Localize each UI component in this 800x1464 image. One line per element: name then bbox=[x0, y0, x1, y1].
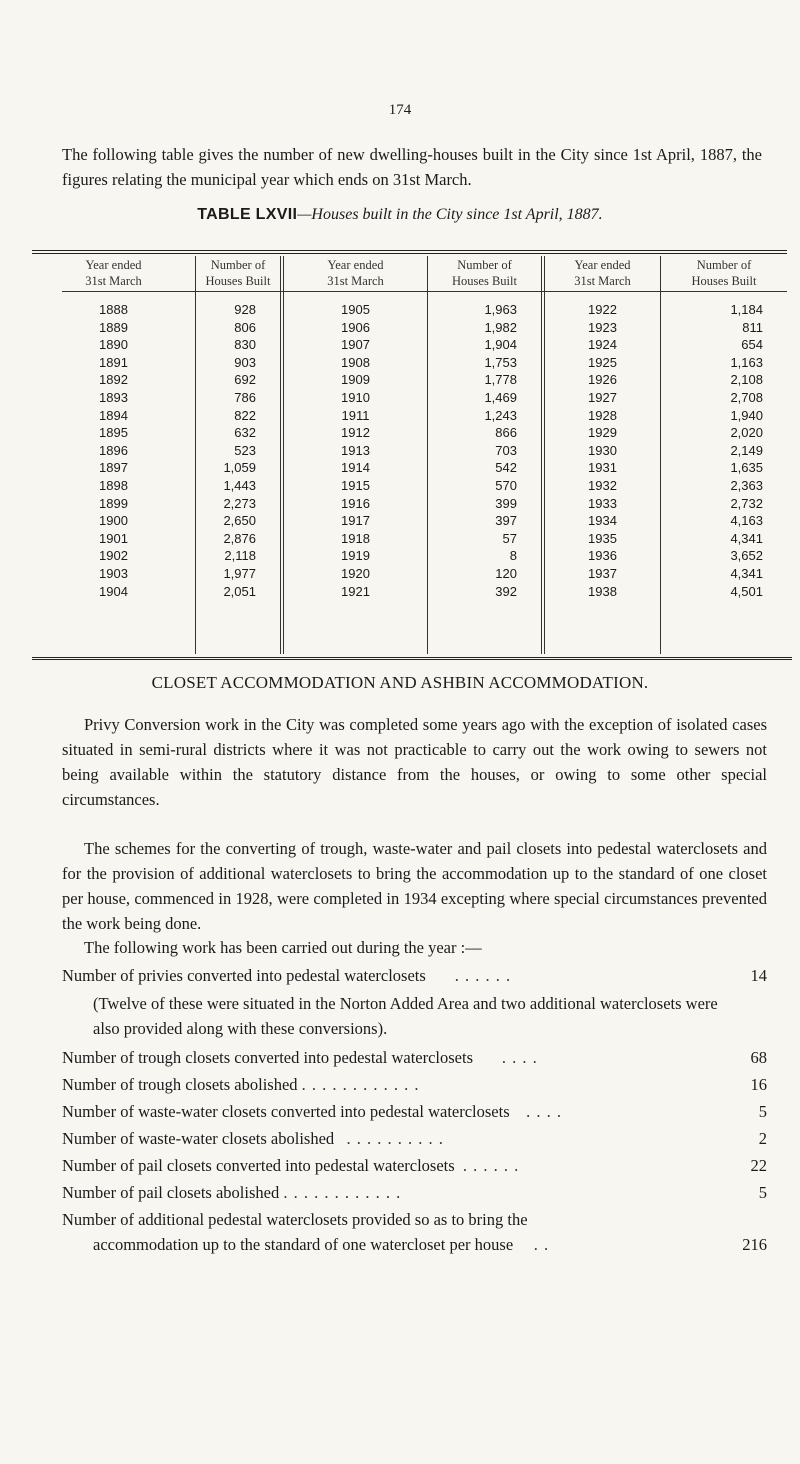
table-title bbox=[0, 206, 800, 224]
table-value-cell: 1,469 bbox=[484, 390, 517, 405]
table-label: TABLE LXVII bbox=[197, 206, 298, 223]
table-value-cell: 2,118 bbox=[224, 548, 256, 563]
work-item-additional: Number of additional pedestal waterclosets provided so as to bring the bbox=[62, 1210, 528, 1229]
table-value-cell: 806 bbox=[234, 320, 256, 335]
table-value-cell: 2,108 bbox=[730, 372, 763, 387]
table-year-cell: 1925 bbox=[588, 355, 617, 370]
table-year-cell: 1912 bbox=[341, 425, 370, 440]
table-year-cell: 1903 bbox=[99, 566, 128, 581]
page-number: 174 bbox=[388, 102, 412, 118]
table-year-cell: 1918 bbox=[341, 531, 370, 546]
table-year-cell: 1898 bbox=[99, 478, 128, 493]
table-year-cell: 1933 bbox=[588, 496, 617, 511]
table-year-cell: 1905 bbox=[341, 302, 370, 317]
work-item-note: (Twelve of these were situated in the Norton Added Area and two additional waterclosets were also provided along with these conversions). bbox=[93, 994, 718, 1038]
table-value-cell: 8 bbox=[509, 548, 517, 563]
table-value-cell: 1,635 bbox=[730, 460, 763, 475]
table-value-cell: 928 bbox=[234, 302, 256, 317]
table-year-cell: 1932 bbox=[588, 478, 617, 493]
table-value-cell: 2,876 bbox=[223, 531, 256, 546]
table-value-cell: 1,243 bbox=[484, 408, 517, 423]
table-year-cell: 1924 bbox=[588, 337, 617, 352]
table-year-cell: 1907 bbox=[341, 337, 370, 352]
table-year-cell: 1937 bbox=[588, 566, 617, 581]
table-value-cell: 1,963 bbox=[484, 302, 517, 317]
table-year-cell: 1888 bbox=[99, 302, 128, 317]
header-number-2: Number of Houses Built bbox=[452, 258, 517, 288]
table-value-cell: 830 bbox=[234, 337, 256, 352]
table-year-cell: 1931 bbox=[588, 460, 617, 475]
table-value-cell: 57 bbox=[502, 531, 517, 546]
table-year-cell: 1913 bbox=[341, 443, 370, 458]
table-value-cell: 523 bbox=[234, 443, 256, 458]
table-year-cell: 1890 bbox=[99, 337, 128, 352]
table-year-cell: 1923 bbox=[588, 320, 617, 335]
table-year-cell: 1934 bbox=[588, 513, 617, 528]
table-year-cell: 1914 bbox=[341, 460, 370, 475]
work-item: Number of trough closets abolished . . . . . . . . . . . . 16 bbox=[62, 1075, 767, 1094]
header-year-3: Year ended 31st March bbox=[574, 258, 631, 288]
table-top-rule-2 bbox=[32, 253, 787, 254]
table-value-cell: 703 bbox=[495, 443, 517, 458]
table-value-cell: 397 bbox=[495, 513, 517, 528]
table-value-cell: 2,149 bbox=[730, 443, 763, 458]
paragraph-schemes: The schemes for the converting of trough, waste-water and pail closets into pedestal waterclosets and for the provision of additional waterclosets to bring the accommodation up to the standard of one closet per house, commenced in 1928, were completed in 1934 excepting where special circumstances prevented the work being done. bbox=[62, 839, 767, 933]
table-year-cell: 1922 bbox=[588, 302, 617, 317]
table-value-cell: 1,184 bbox=[730, 302, 763, 317]
table-year-cell: 1936 bbox=[588, 548, 617, 563]
header-year-2: Year ended 31st March bbox=[327, 258, 384, 288]
table-value-cell: 4,163 bbox=[730, 513, 763, 528]
table-value-cell: 654 bbox=[741, 337, 763, 352]
table-value-cell: 1,778 bbox=[484, 372, 517, 387]
table-value-cell: 2,363 bbox=[730, 478, 763, 493]
header-rule bbox=[62, 291, 195, 292]
work-item: Number of trough closets converted into pedestal waterclosets . . . . 68 bbox=[62, 1048, 767, 1067]
table-year-cell: 1889 bbox=[99, 320, 128, 335]
table-year-cell: 1894 bbox=[99, 408, 128, 423]
table-year-cell: 1926 bbox=[588, 372, 617, 387]
paragraph-privy: Privy Conversion work in the City was completed some years ago with the exception of isolated cases situated in semi-rural districts where it was not practicable to carry out the work owing to sewers not being available within the statutory distance from the houses, or owing to some other special circumstances. bbox=[62, 715, 767, 809]
table-value-cell: 632 bbox=[234, 425, 256, 440]
header-number-1: Number of Houses Built bbox=[205, 258, 271, 288]
table-value-cell: 866 bbox=[495, 425, 517, 440]
table-year-cell: 1916 bbox=[341, 496, 370, 511]
table-year-cell: 1915 bbox=[341, 478, 370, 493]
work-item: Number of waste-water closets abolished . . . . . . . . . . 2 bbox=[62, 1129, 767, 1148]
table-year-cell: 1930 bbox=[588, 443, 617, 458]
table-year-cell: 1917 bbox=[341, 513, 370, 528]
paragraph-following: The following work has been carried out during the year :— bbox=[84, 938, 482, 957]
table-value-cell: 822 bbox=[234, 408, 256, 423]
table-value-cell: 692 bbox=[234, 372, 256, 387]
table-bottom-rule bbox=[32, 657, 792, 660]
table-year-cell: 1893 bbox=[99, 390, 128, 405]
table-year-cell: 1891 bbox=[99, 355, 128, 370]
table-year-cell: 1902 bbox=[99, 548, 128, 563]
table-value-cell: 120 bbox=[495, 566, 517, 581]
table-value-cell: 1,904 bbox=[484, 337, 517, 352]
work-item: Number of waste-water closets converted into pedestal waterclosets . . . . 5 bbox=[62, 1102, 767, 1121]
table-year-cell: 1909 bbox=[341, 372, 370, 387]
table-value-cell: 1,977 bbox=[223, 566, 256, 581]
table-year-cell: 1897 bbox=[99, 460, 128, 475]
table-value-cell: 2,273 bbox=[223, 496, 256, 511]
table-year-cell: 1919 bbox=[341, 548, 370, 563]
table-value-cell: 786 bbox=[234, 390, 256, 405]
table-value-cell: 2,708 bbox=[730, 390, 763, 405]
table-value-cell: 2,051 bbox=[223, 584, 256, 599]
table-year-cell: 1899 bbox=[99, 496, 128, 511]
table-value-cell: 1,443 bbox=[223, 478, 256, 493]
table-year-cell: 1895 bbox=[99, 425, 128, 440]
col-divider bbox=[280, 256, 281, 654]
table-caption: —Houses built in the City since 1st April, 1887. bbox=[297, 206, 603, 223]
table-year-cell: 1921 bbox=[341, 584, 370, 599]
table-year-cell: 1910 bbox=[341, 390, 370, 405]
table-value-cell: 903 bbox=[234, 355, 256, 370]
table-year-cell: 1935 bbox=[588, 531, 617, 546]
work-item: accommodation up to the standard of one watercloset per house . . 216 bbox=[93, 1235, 767, 1254]
header-number-3: Number of Houses Built bbox=[691, 258, 757, 288]
table-value-cell: 392 bbox=[495, 584, 517, 599]
table-year-cell: 1929 bbox=[588, 425, 617, 440]
table-year-cell: 1906 bbox=[341, 320, 370, 335]
table-year-cell: 1938 bbox=[588, 584, 617, 599]
work-item: Number of pail closets abolished . . . . . . . . . . . . 5 bbox=[62, 1183, 767, 1202]
table-value-cell: 570 bbox=[495, 478, 517, 493]
table-value-cell: 3,652 bbox=[730, 548, 763, 563]
table-year-cell: 1927 bbox=[588, 390, 617, 405]
table-value-cell: 399 bbox=[495, 496, 517, 511]
table-top-rule bbox=[32, 250, 787, 251]
section-title: CLOSET ACCOMMODATION AND ASHBIN ACCOMMODATION. bbox=[151, 673, 649, 692]
table-value-cell: 4,341 bbox=[730, 566, 763, 581]
intro-paragraph: The following table gives the number of new dwelling-houses built in the City since 1st April, 1887, the figures relating the municipal year which ends on 31st March. bbox=[62, 145, 762, 189]
table-value-cell: 2,732 bbox=[730, 496, 763, 511]
table-value-cell: 1,059 bbox=[223, 460, 256, 475]
table-year-cell: 1896 bbox=[99, 443, 128, 458]
table-value-cell: 2,020 bbox=[730, 425, 763, 440]
work-item: Number of privies converted into pedestal waterclosets . . . . . . 14 bbox=[62, 966, 767, 985]
table-value-cell: 1,163 bbox=[730, 355, 763, 370]
table-year-cell: 1901 bbox=[99, 531, 128, 546]
table-value-cell: 1,940 bbox=[730, 408, 763, 423]
table-year-cell: 1908 bbox=[341, 355, 370, 370]
table-year-cell: 1920 bbox=[341, 566, 370, 581]
table-value-cell: 1,982 bbox=[484, 320, 517, 335]
table-value-cell: 2,650 bbox=[223, 513, 256, 528]
header-year-1: Year ended 31st March bbox=[85, 258, 142, 288]
table-value-cell: 4,341 bbox=[730, 531, 763, 546]
table-value-cell: 1,753 bbox=[484, 355, 517, 370]
table-value-cell: 542 bbox=[495, 460, 517, 475]
table-year-cell: 1904 bbox=[99, 584, 128, 599]
table-year-cell: 1892 bbox=[99, 372, 128, 387]
table-year-cell: 1911 bbox=[341, 408, 370, 423]
work-item: Number of pail closets converted into pedestal waterclosets . . . . . . 22 bbox=[62, 1156, 767, 1175]
table-year-cell: 1900 bbox=[99, 513, 128, 528]
header-rule bbox=[196, 291, 787, 292]
table-value-cell: 4,501 bbox=[730, 584, 763, 599]
table-year-cell: 1928 bbox=[588, 408, 617, 423]
table-value-cell: 811 bbox=[742, 320, 763, 335]
col-divider bbox=[541, 256, 542, 654]
